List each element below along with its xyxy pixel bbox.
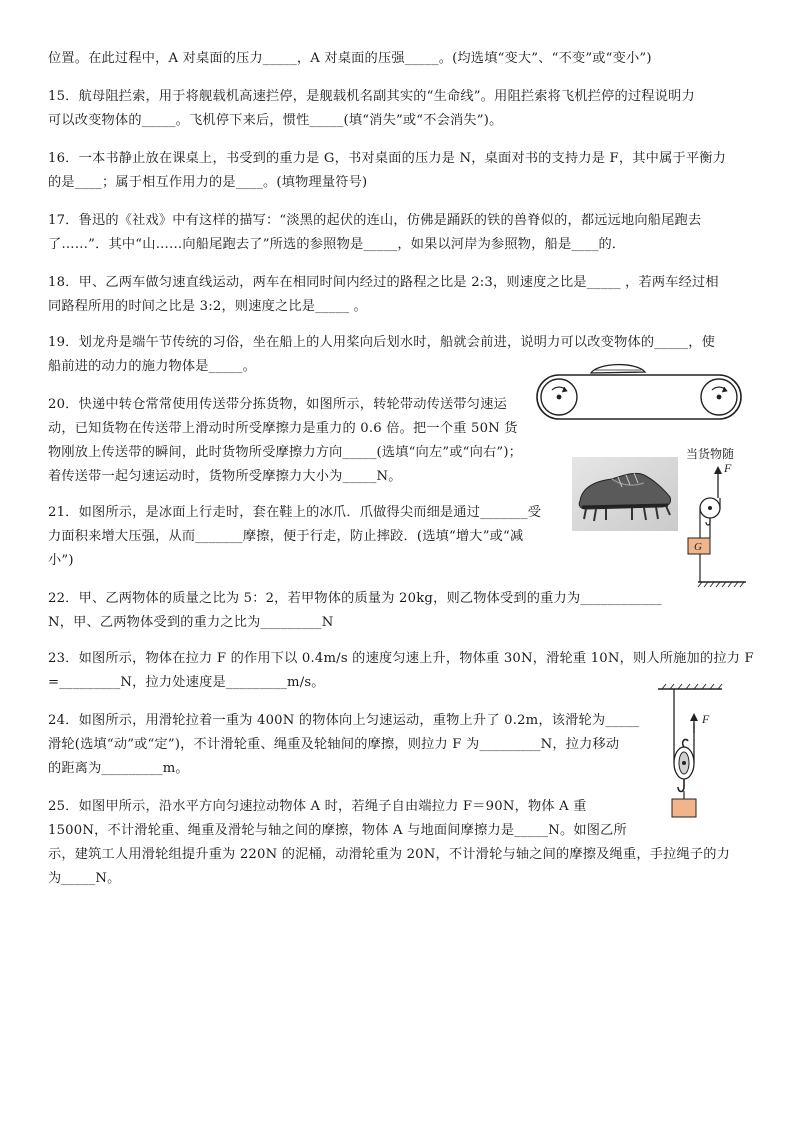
q24-line-1: 24．如图所示，用滑轮拉着一重为 400N 的物体向上匀速运动，重物上升了 0.2m，该滑轮为_____ [48,713,640,728]
q16-line-2: 的是____；属于相互作用力的是____。(填物理量符号) [48,175,368,190]
pulley1-force-label: F [724,462,732,475]
q19-line-1: 19．划龙舟是端午节传统的习俗，坐在船上的人用桨向后划水时，船就会前进，说明力可以改变物体的_____，使 [48,335,715,350]
q21-line-1: 21．如图所示，是冰面上行走时，套在鞋上的冰爪．爪做得尖而细是通过_______受 [48,505,542,520]
q18-line-2: 同路程所用的时间之比是 3:2，则速度之比是_____ 。 [48,299,367,314]
q20-line-1: 20．快递中转仓常常使用传送带分拣货物，如图所示，转轮带动传送带匀速运 [48,397,507,412]
pulley2-figure [652,683,724,823]
q15-line-1: 15．航母阻拦索，用于将舰载机高速拦停，是舰载机名副其实的“生命线”。用阻拦索将飞机拦停的过程说明力 [48,89,695,104]
q23-line-2: =_________N，拉力处速度是_________m/s。 [48,675,325,690]
q20-line-3: 物刚放上传送带的瞬间，此时货物所受摩擦力方向_____(选填“向左”或“向右”)； [48,445,523,460]
q19-line-2: 船前进的动力的施力物体是_____。 [48,359,257,374]
q24-line-2: 滑轮(选填“动”或“定”)，不计滑轮重、绳重及轮轴间的摩擦，则拉力 F 为_________N，拉力移动 [48,737,620,752]
q25-line-3: 示，建筑工人用滑轮组提升重为 220N 的泥桶，动滑轮重为 20N，不计滑轮与轴之间的摩擦及绳重，手拉绳子的力 [48,847,731,862]
q18-line-1: 18．甲、乙两车做匀速直线运动，两车在相同时间内经过的路程之比是 2:3，则速度之比是_____ ，若两车经过相 [48,275,719,290]
q20-line-4: 着传送带一起匀速运动时，货物所受摩擦力大小为_____N。 [48,469,402,484]
q25-line-4: 为_____N。 [48,871,121,886]
q14-line-1: 位置。在此过程中，A 对桌面的压力_____，A 对桌面的压强_____。(均选填“变大”、“不变”或“变小”) [48,51,652,66]
q22-line-1: 22．甲、乙两物体的质量之比为 5：2，若甲物体的质量为 20kg，则乙物体受到的重力为____________ [48,591,662,606]
q16-line-1: 16．一本书静止放在课桌上，书受到的重力是 G，书对桌面的压力是 N，桌面对书的支持力是 F，其中属于平衡力 [48,151,727,166]
q23-line-1: 23．如图所示，物体在拉力 F 的作用下以 0.4m/s 的速度匀速上升，物体重 30N，滑轮重 10N，则人所施加的拉力 F [48,651,754,666]
conveyor-belt-figure [535,360,745,432]
pulley1-figure [680,462,750,592]
q25-line-1: 25．如图甲所示，沿水平方向匀速拉动物体 A 时，若绳子自由端拉力 F＝90N，物体 A 重 [48,799,587,814]
pulley1-weight-label: G [694,541,702,553]
q22-line-2: N，甲、乙两物体受到的重力之比为_________N [48,615,334,630]
q15-line-2: 可以改变物体的_____。飞机停下来后，惯性_____(填“消失”或“不会消失”)。 [48,113,503,128]
q17-line-2: 了……”．其中“山……向船尾跑去了”所选的参照物是_____，如果以河岸为参照物，船是____的． [48,237,626,252]
pulley1-caption: 当货物随 [686,447,735,461]
q21-line-3: 小”) [48,553,74,568]
q21-line-2: 力面积来增大压强，从而_______摩擦，便于行走，防止摔跤．(选填“增大”或“减 [48,529,524,544]
package-shape [591,365,645,373]
q24-line-3: 的距离为_________m。 [48,761,189,776]
q25-line-2: 1500N，不计滑轮重、绳重及滑轮与轴之间的摩擦，物体 A 与地面间摩擦力是_____N。如图乙所 [48,823,627,838]
crampon-shoe-photo [572,457,678,531]
q17-line-1: 17．鲁迅的《社戏》中有这样的描写：“淡黑的起伏的连山，仿佛是踊跃的铁的兽脊似的，都远远地向船尾跑去 [48,213,702,228]
pulley2-force-label: F [702,712,710,726]
q20-line-2: 动，已知货物在传送带上滑动时所受摩擦力是重力的 0.6 倍。把一个重 50N 货 [48,421,518,436]
